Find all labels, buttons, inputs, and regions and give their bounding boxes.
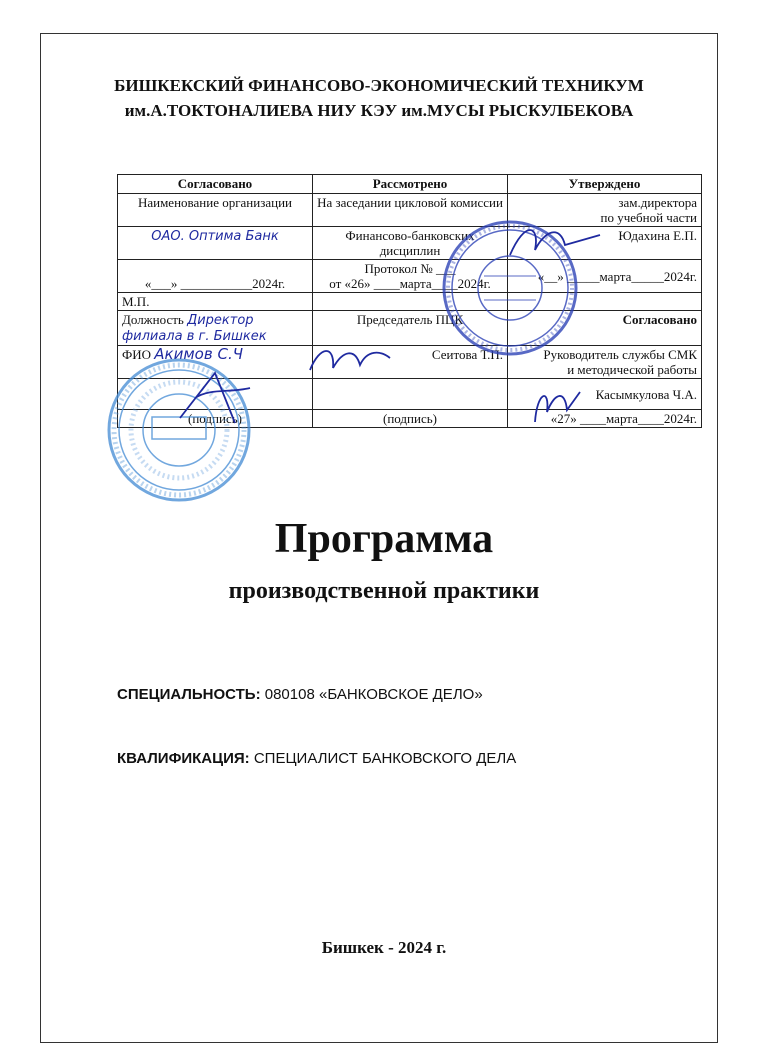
deputy-director-name: Юдахина Е.П. <box>508 227 702 260</box>
position-handwritten: Директор филиала в г. Бишкек <box>122 313 267 344</box>
header-reviewed: Рассмотрено <box>313 175 508 194</box>
table-row <box>118 260 702 293</box>
document-title: Программа <box>274 516 494 562</box>
signature-director <box>175 368 255 428</box>
org-name-label: Наименование организации <box>118 194 313 227</box>
specialty-label: СПЕЦИАЛЬНОСТЬ: <box>117 686 261 703</box>
agreed-label: Согласовано <box>508 311 702 346</box>
stamp-place-label: М.П. <box>118 293 313 311</box>
table-header-row <box>118 175 702 194</box>
qualification-value: СПЕЦИАЛИСТ БАНКОВСКОГО ДЕЛА <box>253 750 517 767</box>
institution-name-line2: им.А.ТОКТОНАЛИЕВА НИУ КЭУ им.МУСЫ РЫСКУЛБЕКОВА <box>124 101 634 120</box>
qms-head-label: Руководитель службы СМК и методической работы <box>508 346 702 379</box>
qualification <box>117 750 516 767</box>
institution-name-line1: БИШКЕКСКИЙ ФИНАНСОВО-ЭКОНОМИЧЕСКИЙ ТЕХНИКУМ <box>114 76 644 95</box>
protocol-info: Протокол № ___ от «26» ____марта____2024г. <box>313 260 508 293</box>
qualification-label: КВАЛИФИКАЦИЯ: <box>117 750 250 767</box>
signature-qms-head <box>525 382 585 430</box>
table-row <box>118 293 702 311</box>
table-row <box>118 227 702 260</box>
document-subtitle: производственной практики <box>228 578 540 604</box>
specialty-value: 080108 «БАНКОВСКОЕ ДЕЛО» <box>264 686 483 703</box>
org-handwritten-name: ОАО. Оптима Банк <box>118 227 313 260</box>
position-field: Должность Директор филиала в г. Бишкек <box>118 311 313 346</box>
org-date: «___» ___________2024г. <box>118 260 313 293</box>
discipline-name: Финансово-банковских дисциплин <box>313 227 508 260</box>
chairman-label: Председатель ПЦК <box>313 311 508 346</box>
deputy-director-label: зам.директора по учебной части <box>508 194 702 227</box>
header-agreed: Согласовано <box>118 175 313 194</box>
full-name-handwritten: Акимов С.Ч <box>154 345 243 363</box>
specialty <box>117 686 483 703</box>
signature-deputy-director <box>500 215 610 275</box>
full-name-field: ФИО Акимов С.Ч <box>118 346 313 379</box>
footer-city-year: Бишкек - 2024 г. <box>321 938 447 957</box>
agreement-date: «27» ____марта____2024г. <box>508 410 702 428</box>
approval-date: «__» _____марта_____2024г. <box>508 260 702 293</box>
table-row <box>118 194 702 227</box>
signature-label-1: (подпись) <box>118 410 313 428</box>
table-row <box>118 311 702 346</box>
qms-head-name: Касымкулова Ч.А. <box>508 379 702 410</box>
signature-label-2: (подпись) <box>313 410 508 428</box>
header-approved: Утверждено <box>508 175 702 194</box>
commission-meeting-label: На заседании цикловой комиссии <box>313 194 508 227</box>
chairman-name: Сеитова Т.П. <box>313 346 508 379</box>
signature-chairman <box>305 340 395 380</box>
